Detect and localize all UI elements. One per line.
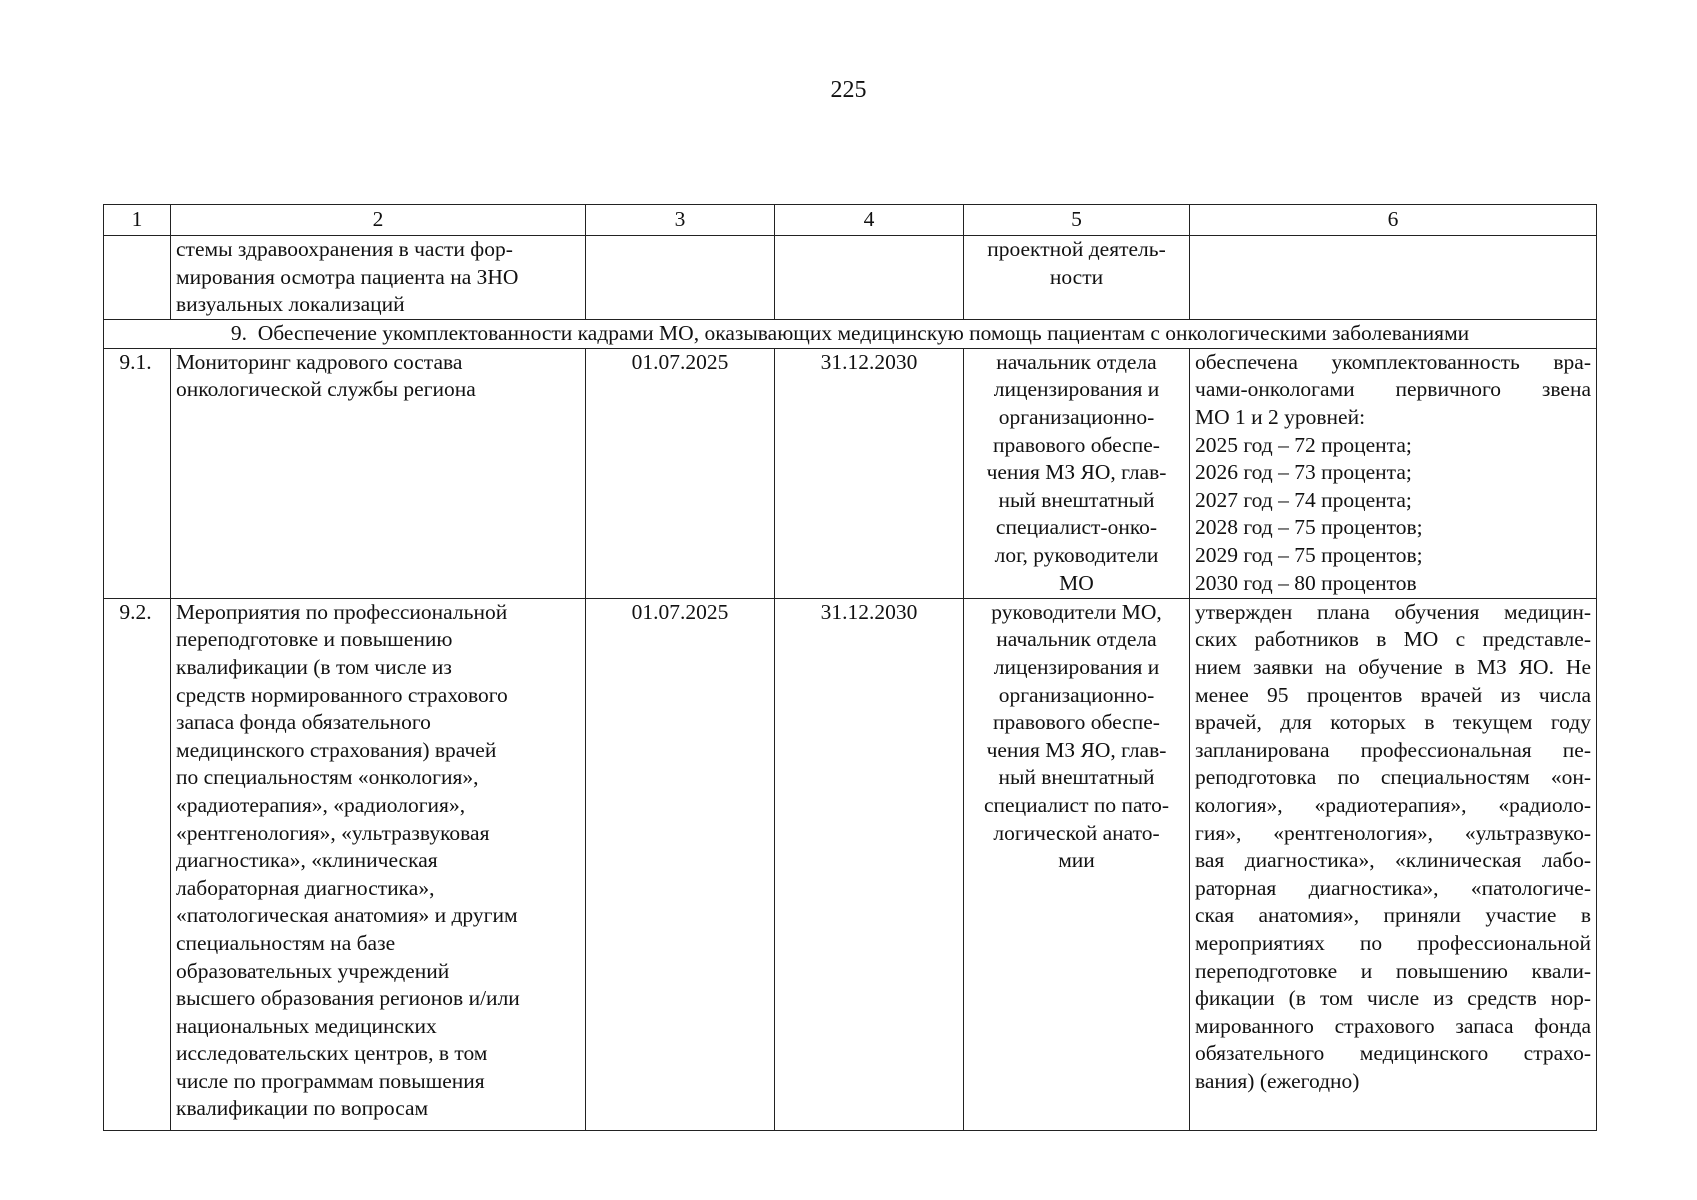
text-line: правового обеспе- bbox=[993, 710, 1160, 735]
row-number: 9.2. bbox=[104, 598, 171, 1130]
text-line: МО bbox=[1059, 570, 1094, 595]
text-line: проектной деятель- bbox=[987, 237, 1166, 261]
text-line: вая диагностика», «клиническая лабо- bbox=[1195, 848, 1591, 873]
responsible-cell bbox=[964, 348, 1190, 598]
text-line: мии bbox=[1058, 848, 1095, 873]
text-line: переподготовке и повышению квали- bbox=[1195, 958, 1591, 983]
text-line: исследовательских центров, в том bbox=[176, 1041, 488, 1066]
row-number-cell bbox=[104, 236, 171, 320]
text-line: высшего образования регионов и/или bbox=[176, 986, 520, 1011]
text-line: мированного страхового запаса фонда bbox=[1195, 1013, 1591, 1038]
text-line: лабораторная диагностика», bbox=[176, 875, 435, 900]
text-line: менее 95 процентов врачей из числа bbox=[1195, 682, 1591, 707]
text-line: логической анато- bbox=[993, 820, 1160, 845]
text-line: мероприятиях по профессиональной bbox=[1195, 930, 1591, 955]
text-line: онкологической службы региона bbox=[176, 377, 476, 402]
text-line: запаса фонда обязательного bbox=[176, 710, 431, 735]
text-line: лицензирования и bbox=[993, 377, 1160, 402]
column-number: 2 bbox=[171, 205, 586, 236]
result-cell bbox=[1190, 348, 1597, 598]
responsible-cell bbox=[964, 598, 1190, 1130]
text-line: ности bbox=[1049, 264, 1104, 289]
continuation-row bbox=[104, 236, 1597, 320]
text-line: 2030 год – 80 процентов bbox=[1195, 570, 1417, 595]
text-line: реподготовка по специальностям «он- bbox=[1195, 765, 1591, 790]
text-line: ный внештатный bbox=[998, 487, 1155, 512]
text-line: диагностика», «клиническая bbox=[176, 848, 438, 873]
text-line: 2027 год – 74 процента; bbox=[1195, 487, 1412, 512]
end-date: 31.12.2030 bbox=[775, 598, 964, 1130]
text-line: организационно- bbox=[998, 404, 1155, 429]
text-line: квалификации (в том числе из bbox=[176, 654, 452, 679]
start-date-cell bbox=[586, 236, 775, 320]
column-number: 4 bbox=[775, 205, 964, 236]
responsible-cell bbox=[964, 236, 1190, 320]
table-row bbox=[104, 348, 1597, 598]
text-line: фикации (в том числе из средств нор- bbox=[1195, 986, 1591, 1011]
text-line: Мониторинг кадрового состава bbox=[176, 349, 463, 374]
page-number: 225 bbox=[830, 77, 867, 103]
text-line: начальник отдела bbox=[996, 627, 1157, 652]
text-line: медицинского страхования) врачей bbox=[176, 737, 497, 762]
plan-table bbox=[103, 204, 1597, 1131]
text-line: «рентгенология», «ультразвуковая bbox=[176, 820, 490, 845]
text-line: обязательного медицинского страхо- bbox=[1195, 1041, 1591, 1066]
section-number: 9. bbox=[230, 320, 247, 345]
text-line: «радиотерапия», «радиология», bbox=[176, 792, 466, 817]
text-line: чами-онкологами первичного звена bbox=[1195, 377, 1591, 402]
section-title: Обеспечение укомплектованности кадрами МО, оказывающих медицинскую помощь пациентам с онкологическими заболеваниями bbox=[257, 320, 1470, 345]
text-line: 2028 год – 75 процентов; bbox=[1195, 515, 1423, 540]
column-number: 1 bbox=[104, 205, 171, 236]
task-cell bbox=[171, 598, 586, 1130]
text-line: ских работников в МО с представле- bbox=[1195, 627, 1591, 652]
start-date: 01.07.2025 bbox=[586, 598, 775, 1130]
text-line: вания) (ежегодно) bbox=[1195, 1068, 1360, 1093]
text-line: лицензирования и bbox=[993, 654, 1160, 679]
text-line: 2025 год – 72 процента; bbox=[1195, 432, 1412, 457]
table-row bbox=[104, 598, 1597, 1130]
text-line: лог, руководители bbox=[994, 542, 1159, 567]
text-line: стемы здравоохранения в части фор- bbox=[176, 237, 513, 261]
text-line: обеспечена укомплектованность вра- bbox=[1195, 349, 1591, 374]
row-number: 9.1. bbox=[104, 348, 171, 598]
column-number: 3 bbox=[586, 205, 775, 236]
result-cell bbox=[1190, 598, 1597, 1130]
text-line: кология», «радиотерапия», «радиоло- bbox=[1195, 792, 1591, 817]
text-line: утвержден плана обучения медицин- bbox=[1195, 599, 1591, 624]
end-date: 31.12.2030 bbox=[775, 348, 964, 598]
text-line: Мероприятия по профессиональной bbox=[176, 599, 508, 624]
text-line: МО 1 и 2 уровней: bbox=[1195, 404, 1366, 429]
text-line: квалификации по вопросам bbox=[176, 1096, 429, 1121]
section-row bbox=[104, 319, 1597, 348]
section-heading bbox=[104, 319, 1597, 348]
text-line: гия», «рентгенология», «ультразвуко- bbox=[1195, 820, 1591, 845]
text-line: нием заявки на обучение в МЗ ЯО. Не bbox=[1195, 654, 1591, 679]
text-line: ская анатомия», приняли участие в bbox=[1195, 903, 1591, 928]
text-line: средств нормированного страхового bbox=[176, 682, 508, 707]
text-line: раторная диагностика», «патологиче- bbox=[1195, 875, 1591, 900]
end-date-cell bbox=[775, 236, 964, 320]
text-line: визуальных локализаций bbox=[176, 292, 405, 317]
text-line: национальных медицинских bbox=[176, 1013, 437, 1038]
column-number: 6 bbox=[1190, 205, 1597, 236]
text-line: 2026 год – 73 процента; bbox=[1195, 460, 1412, 485]
start-date: 01.07.2025 bbox=[586, 348, 775, 598]
text-line: запланирована профессиональная пе- bbox=[1195, 737, 1591, 762]
text-line: мирования осмотра пациента на ЗНО bbox=[176, 264, 519, 289]
task-cell bbox=[171, 236, 586, 320]
text-line: 2029 год – 75 процентов; bbox=[1195, 542, 1423, 567]
text-line: переподготовке и повышению bbox=[176, 627, 453, 652]
text-line: правового обеспе- bbox=[993, 432, 1160, 457]
text-line: образовательных учреждений bbox=[176, 958, 450, 983]
text-line: «патологическая анатомия» и другим bbox=[176, 903, 518, 928]
text-line: начальник отдела bbox=[996, 349, 1157, 374]
text-line: чения МЗ ЯО, глав- bbox=[986, 737, 1167, 762]
result-cell bbox=[1190, 236, 1597, 320]
text-line: специалист-онко- bbox=[995, 515, 1158, 540]
task-cell bbox=[171, 348, 586, 598]
column-numbers-row bbox=[104, 205, 1597, 236]
text-line: руководители МО, bbox=[991, 599, 1162, 624]
text-line: специалист по пато- bbox=[983, 792, 1170, 817]
text-line: по специальностям «онкология», bbox=[176, 765, 479, 790]
column-number: 5 bbox=[964, 205, 1190, 236]
text-line: числе по программам повышения bbox=[176, 1068, 485, 1093]
text-line: специальностям на базе bbox=[176, 930, 396, 955]
text-line: врачей, для которых в текущем году bbox=[1195, 710, 1591, 735]
text-line: чения МЗ ЯО, глав- bbox=[986, 460, 1167, 485]
text-line: ный внештатный bbox=[998, 765, 1155, 790]
text-line: организационно- bbox=[998, 682, 1155, 707]
